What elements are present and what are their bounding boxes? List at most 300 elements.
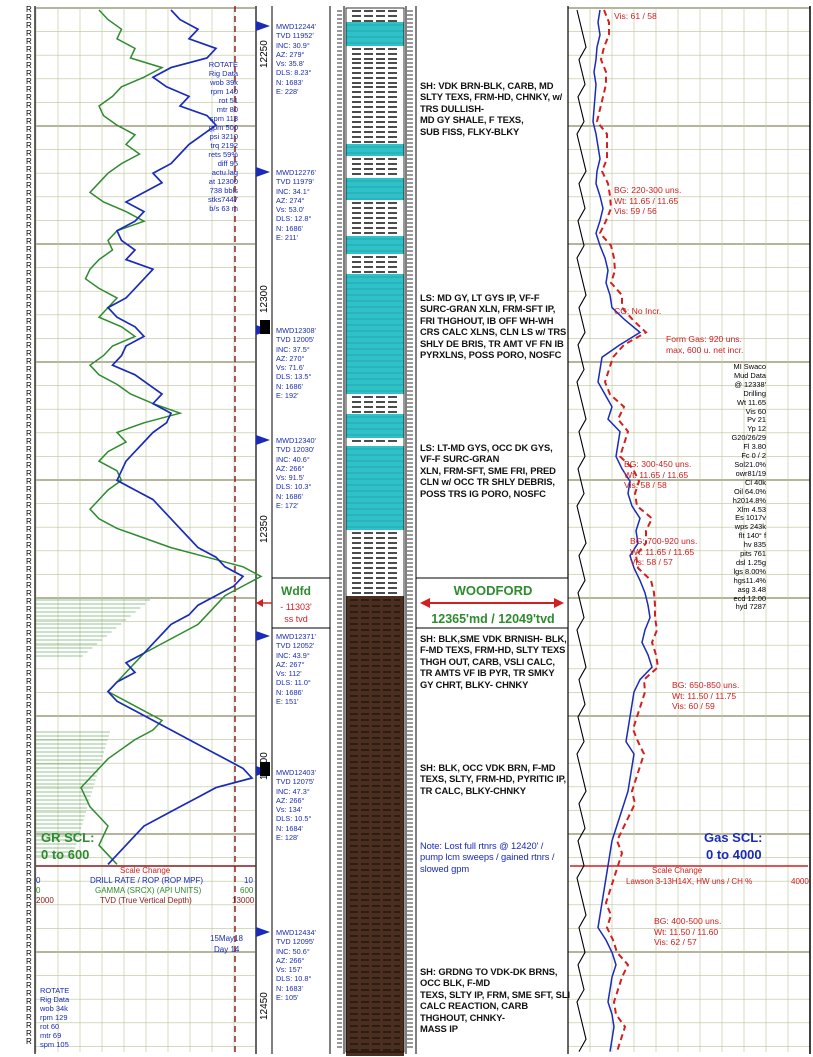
r-letter: R xyxy=(26,269,32,278)
strip xyxy=(407,790,413,792)
strip xyxy=(337,710,342,712)
strip xyxy=(407,218,413,220)
strip xyxy=(337,126,342,128)
strip xyxy=(337,702,342,704)
strip xyxy=(337,966,342,968)
strip xyxy=(407,490,413,492)
r-letter: R xyxy=(26,21,32,30)
strip xyxy=(337,422,342,424)
strip xyxy=(407,194,413,196)
formation-name: WOODFORD xyxy=(453,583,533,598)
strip xyxy=(407,278,413,280)
strip xyxy=(407,502,413,504)
strip xyxy=(407,742,413,744)
r-letter: R xyxy=(26,13,32,22)
r-letter: R xyxy=(26,341,32,350)
strip xyxy=(407,974,413,976)
strip xyxy=(407,830,413,832)
strip xyxy=(407,718,413,720)
strip xyxy=(407,470,413,472)
strip xyxy=(337,210,342,212)
r-letter: R xyxy=(26,797,32,806)
strip xyxy=(407,342,413,344)
depth-12300: 12300 xyxy=(259,285,270,313)
lithology-desc-3: LS: LT-MD GYS, OCC DK GYS, VF-F SURC-GRAN XLN, FRM-SFT, SME FRI, PRED CLN w/ OCC TR SHLY DEBRIS, POSS TRS IG PORO, NOSFC xyxy=(420,442,556,499)
strip xyxy=(407,514,413,516)
strip xyxy=(337,26,342,28)
strip xyxy=(337,1026,342,1028)
strip xyxy=(407,70,413,72)
strip xyxy=(407,394,413,396)
strip xyxy=(407,174,413,176)
strip xyxy=(407,138,413,140)
strip xyxy=(407,378,413,380)
strip xyxy=(337,118,342,120)
r-letter: R xyxy=(26,397,32,406)
strip xyxy=(407,854,413,856)
strip xyxy=(337,910,342,912)
strip xyxy=(337,1034,342,1036)
strip xyxy=(337,686,342,688)
r-letter: R xyxy=(26,821,32,830)
strip xyxy=(407,262,413,264)
r-letter: R xyxy=(26,725,32,734)
r-letter: R xyxy=(26,517,32,526)
strip xyxy=(337,174,342,176)
strip xyxy=(407,234,413,236)
strip xyxy=(337,870,342,872)
strip xyxy=(407,458,413,460)
strip xyxy=(407,822,413,824)
strip xyxy=(407,834,413,836)
wdfd-arrowhead xyxy=(256,599,263,607)
strip xyxy=(407,114,413,116)
strip xyxy=(407,402,413,404)
left-v600: 600 xyxy=(240,886,254,895)
strip xyxy=(337,486,342,488)
lithology-column xyxy=(337,8,413,1056)
survey-block: MWD12308' TVD 12005' INC: 37.5° AZ: 270° Vs: 71.6' DLS: 13.5° N: 1686' E: 192' xyxy=(276,326,316,401)
survey-marker xyxy=(256,435,270,445)
strip xyxy=(407,410,413,412)
strip xyxy=(337,798,342,800)
r-letter: R xyxy=(26,677,32,686)
r-letter: R xyxy=(26,181,32,190)
strip xyxy=(407,626,413,628)
strip xyxy=(337,318,342,320)
strip xyxy=(407,90,413,92)
strip xyxy=(407,926,413,928)
strip xyxy=(337,514,342,516)
strip xyxy=(337,998,342,1000)
strip xyxy=(337,558,342,560)
r-letter: R xyxy=(26,485,32,494)
left-scale-change: Scale Change xyxy=(120,866,171,875)
strip xyxy=(407,498,413,500)
strip xyxy=(337,678,342,680)
shale-dark xyxy=(346,596,404,1056)
strip xyxy=(337,994,342,996)
strip xyxy=(407,478,413,480)
r-letter: R xyxy=(26,861,32,870)
formation-depth: 12365'md / 12049'tvd xyxy=(431,612,555,626)
strip xyxy=(337,858,342,860)
strip xyxy=(337,746,342,748)
strip xyxy=(407,106,413,108)
strip xyxy=(337,982,342,984)
strip xyxy=(407,738,413,740)
strip xyxy=(337,430,342,432)
survey-marker xyxy=(256,631,270,641)
r-letter: R xyxy=(26,1005,32,1014)
strip xyxy=(337,698,342,700)
strip xyxy=(407,186,413,188)
r-letter: R xyxy=(26,669,32,678)
strip xyxy=(407,334,413,336)
strip xyxy=(407,414,413,416)
strip xyxy=(407,622,413,624)
strip xyxy=(407,494,413,496)
strip xyxy=(337,246,342,248)
r-letter: R xyxy=(26,109,32,118)
limestone xyxy=(346,144,404,156)
r-letter: R xyxy=(26,37,32,46)
strip xyxy=(407,226,413,228)
strip xyxy=(407,606,413,608)
r-letter: R xyxy=(26,53,32,62)
r-letter: R xyxy=(26,221,32,230)
wdfd-sstvd: ss tvd xyxy=(284,614,308,624)
strip xyxy=(407,842,413,844)
r-letter: R xyxy=(26,789,32,798)
strip xyxy=(337,978,342,980)
strip xyxy=(407,222,413,224)
shale-light xyxy=(346,84,404,144)
strip xyxy=(407,954,413,956)
r-letter: R xyxy=(26,773,32,782)
strip xyxy=(337,450,342,452)
r-letter: R xyxy=(26,693,32,702)
strip xyxy=(337,730,342,732)
strip xyxy=(337,1006,342,1008)
strip xyxy=(337,78,342,80)
strip xyxy=(337,194,342,196)
strip xyxy=(337,510,342,512)
strip xyxy=(337,682,342,684)
strip xyxy=(407,506,413,508)
strip xyxy=(407,934,413,936)
strip xyxy=(407,438,413,440)
strip xyxy=(407,322,413,324)
strip xyxy=(407,966,413,968)
survey-block: MWD12244' TVD 11952' INC: 30.9° AZ: 279° Vs: 35.8' DLS: 8.23° N: 1683' E: 228' xyxy=(276,22,316,97)
r-letter: R xyxy=(26,637,32,646)
strip xyxy=(407,778,413,780)
strip xyxy=(407,330,413,332)
strip xyxy=(407,250,413,252)
strip xyxy=(407,42,413,44)
strip xyxy=(407,794,413,796)
strip xyxy=(337,178,342,180)
lithology-desc-2: LS: MD GY, LT GYS IP, VF-F SURC-GRAN XLN, FRM-SFT IP, FRI THGHOUT, IB OFF WH-WH CRS CALC XLNS, CLN LS w/ TRS SHLY DE BRIS, TR AMT VF FN IB PYRXLNS, POSS PORO, NOSFC xyxy=(420,292,567,361)
strip xyxy=(407,66,413,68)
strip xyxy=(407,858,413,860)
strip xyxy=(407,370,413,372)
strip xyxy=(337,658,342,660)
strip xyxy=(337,550,342,552)
r-letter: R xyxy=(26,309,32,318)
r-letter: R xyxy=(26,493,32,502)
strip xyxy=(407,678,413,680)
strip xyxy=(407,706,413,708)
right-scale-4000: 4000 xyxy=(791,877,809,886)
strip xyxy=(407,870,413,872)
strip xyxy=(407,382,413,384)
strip xyxy=(337,570,342,572)
left-v13000: 13000 xyxy=(232,896,255,905)
strip xyxy=(337,642,342,644)
strip xyxy=(407,594,413,596)
shale-light xyxy=(346,8,404,22)
strip xyxy=(337,490,342,492)
strip xyxy=(337,114,342,116)
r-letter: R xyxy=(26,965,32,974)
r-letter: R xyxy=(26,653,32,662)
survey-block: MWD12434' TVD 12095' INC: 50.6° AZ: 266° Vs: 157' DLS: 10.8° N: 1683' E: 105' xyxy=(276,928,316,1003)
left-v2000: 2000 xyxy=(36,896,54,905)
strip xyxy=(407,766,413,768)
strip xyxy=(407,890,413,892)
strip xyxy=(337,646,342,648)
strip xyxy=(407,562,413,564)
strip xyxy=(337,38,342,40)
strip xyxy=(407,1018,413,1020)
strip xyxy=(407,810,413,812)
strip xyxy=(337,530,342,532)
strip xyxy=(407,146,413,148)
strip xyxy=(407,758,413,760)
strip xyxy=(337,242,342,244)
strip xyxy=(407,454,413,456)
strip xyxy=(337,482,342,484)
strip xyxy=(337,586,342,588)
z-marker xyxy=(260,320,270,334)
strip xyxy=(337,750,342,752)
strip xyxy=(337,622,342,624)
r-letter: R xyxy=(26,133,32,142)
strip xyxy=(407,914,413,916)
strip xyxy=(407,214,413,216)
r-letter: R xyxy=(26,733,32,742)
chromatograph-curve xyxy=(577,10,586,1052)
strip xyxy=(337,582,342,584)
r-letter: R xyxy=(26,933,32,942)
strip xyxy=(337,742,342,744)
strip xyxy=(407,1022,413,1024)
strip xyxy=(337,778,342,780)
strip xyxy=(337,950,342,952)
strip xyxy=(407,518,413,520)
strip xyxy=(407,806,413,808)
strip xyxy=(407,694,413,696)
r-letter: R xyxy=(26,477,32,486)
strip xyxy=(337,574,342,576)
strip xyxy=(337,198,342,200)
r-letter: R xyxy=(26,877,32,886)
strip xyxy=(337,386,342,388)
strip xyxy=(337,1022,342,1024)
strip xyxy=(337,474,342,476)
strip xyxy=(337,390,342,392)
strip xyxy=(407,298,413,300)
strip xyxy=(407,18,413,20)
strip xyxy=(337,90,342,92)
strip xyxy=(407,142,413,144)
r-letter: R xyxy=(26,541,32,550)
strip xyxy=(407,266,413,268)
strip xyxy=(407,690,413,692)
strip xyxy=(407,1010,413,1012)
strip xyxy=(407,554,413,556)
strip xyxy=(337,466,342,468)
lithology-desc-5: SH: BLK, OCC VDK BRN, F-MD TEXS, SLTY, FRM-HD, PYRITIC IP, TR CALC, BLKY-CHNKY xyxy=(420,762,567,796)
strip xyxy=(337,1042,342,1044)
strip xyxy=(337,258,342,260)
strip xyxy=(407,302,413,304)
r-letter: R xyxy=(26,461,32,470)
r-letter: R xyxy=(26,837,32,846)
strip xyxy=(407,550,413,552)
strip xyxy=(407,358,413,360)
strip xyxy=(337,834,342,836)
strip xyxy=(407,258,413,260)
r-letter: R xyxy=(26,421,32,430)
strip xyxy=(337,802,342,804)
strip xyxy=(337,854,342,856)
strip xyxy=(337,866,342,868)
gas-note-6: BG: 700-920 uns. Wt: 11.65 / 11.65 Vis: 58 / 57 xyxy=(630,536,698,568)
strip xyxy=(337,350,342,352)
r-letter: R xyxy=(26,749,32,758)
strip xyxy=(407,990,413,992)
strip xyxy=(407,702,413,704)
survey-markers xyxy=(256,21,270,937)
strip xyxy=(407,906,413,908)
strip xyxy=(337,598,342,600)
strip xyxy=(407,78,413,80)
r-letter: R xyxy=(26,581,32,590)
depth-12250: 12250 xyxy=(259,40,270,68)
strip xyxy=(337,846,342,848)
strip xyxy=(337,86,342,88)
strip xyxy=(407,350,413,352)
r-letter: R xyxy=(26,277,32,286)
strip xyxy=(337,354,342,356)
strip xyxy=(337,394,342,396)
strip xyxy=(337,974,342,976)
strip xyxy=(337,894,342,896)
r-letter: R xyxy=(26,941,32,950)
strip xyxy=(407,654,413,656)
r-letter: R xyxy=(26,765,32,774)
strip xyxy=(407,998,413,1000)
r-letter: R xyxy=(26,293,32,302)
strip xyxy=(407,970,413,972)
strip xyxy=(337,770,342,772)
strip xyxy=(337,34,342,36)
limestone xyxy=(346,22,404,46)
strip xyxy=(407,482,413,484)
strip xyxy=(337,206,342,208)
strip xyxy=(407,682,413,684)
r-letter: R xyxy=(26,405,32,414)
strip xyxy=(337,458,342,460)
strip xyxy=(407,686,413,688)
r-letter: R xyxy=(26,645,32,654)
strip xyxy=(337,886,342,888)
strip xyxy=(407,418,413,420)
strip xyxy=(407,238,413,240)
strip xyxy=(337,670,342,672)
strip xyxy=(407,1038,413,1040)
rig-data-bottom: ROTATE Rig Data wob 34k rpm 129 rot 60 mtr 69 spm 105 xyxy=(40,986,70,1049)
strip xyxy=(337,626,342,628)
strip xyxy=(407,22,413,24)
strip xyxy=(337,734,342,736)
strip xyxy=(337,250,342,252)
r-letter: R xyxy=(26,549,32,558)
r-letter: R xyxy=(26,621,32,630)
strip xyxy=(407,950,413,952)
strip xyxy=(337,58,342,60)
strip xyxy=(407,570,413,572)
strip xyxy=(337,214,342,216)
r-letter: R xyxy=(26,501,32,510)
strip xyxy=(337,322,342,324)
r-letter: R xyxy=(26,685,32,694)
strip xyxy=(337,134,342,136)
gr-scale-title: GR SCL: xyxy=(41,830,95,845)
left-v10: 10 xyxy=(244,876,253,885)
strip xyxy=(337,342,342,344)
strip xyxy=(407,862,413,864)
r-letter: R xyxy=(26,213,32,222)
r-letter: R xyxy=(26,173,32,182)
strip xyxy=(337,538,342,540)
gas-blue-curve xyxy=(593,10,652,1052)
r-letter: R xyxy=(26,1029,32,1038)
limestone xyxy=(346,446,404,530)
depth-12400: 12400 xyxy=(259,752,270,780)
strip xyxy=(337,758,342,760)
strip xyxy=(337,226,342,228)
strip xyxy=(407,426,413,428)
r-letter: R xyxy=(26,917,32,926)
strip xyxy=(407,698,413,700)
r-letter: R xyxy=(26,117,32,126)
strip xyxy=(407,54,413,56)
strip xyxy=(407,50,413,52)
strip xyxy=(337,842,342,844)
strip xyxy=(337,282,342,284)
strip xyxy=(407,730,413,732)
strip xyxy=(407,434,413,436)
strip xyxy=(337,1002,342,1004)
strip xyxy=(337,654,342,656)
strip xyxy=(407,94,413,96)
strip xyxy=(407,422,413,424)
strip xyxy=(337,314,342,316)
